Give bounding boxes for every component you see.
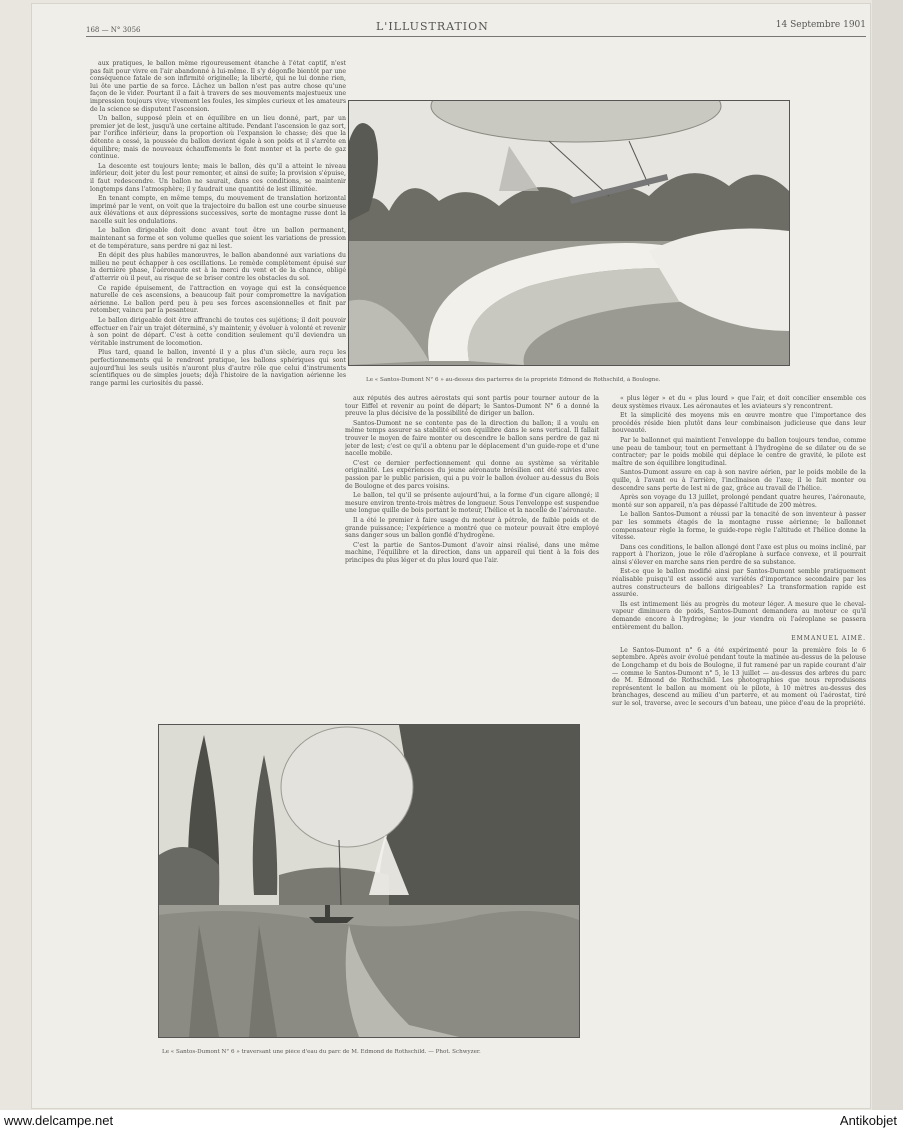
author-signature: EMMANUEL AIMÉ. (791, 635, 866, 643)
paragraph: Est-ce que le ballon modifié ainsi par Santos-Dumont semble pratiquement réalisable puisqu'il est associé aux variétés d'importance secondaire par les autres constructeurs de ballons dirigeables? La transformation rapide est assurée. (612, 568, 866, 599)
footer-seller-text: Antikobjet (839, 1113, 897, 1128)
paragraph: C'est la partie de Santos-Dumont d'avoir ainsi réalisé, dans une même machine, l'équilibre et la direction, dans un appareil qui tient à la fois des principes du plus léger et du plus lourd que l'air. (345, 541, 599, 564)
text-column-middle (345, 395, 599, 715)
watermark-footer (0, 1110, 903, 1131)
paragraph: Le Santos-Dumont n° 6 a été expérimenté pour la première fois le 6 septembre. Après avoir évolué pendant toute la matinée au-dessus de la pelouse de Longchamp et du bois de Boulogne, il fut ramené par un rapide courant d'air — comme le Santos-Dumont n° 5, le 13 juillet — au-dessus des arbres du parc de M. Edmond de Rothschild. Les photographies que nous reproduisons représentent le ballon au moment où le pilote, à 10 mètres au-dessus des branchages, descend au milieu d'un parterre, et au moment où l'aérostat, tiré sur le sol, traverse, avec le secours d'un bateau, une pièce d'eau de la propriété. (612, 646, 866, 707)
page-edge-shadow (872, 0, 903, 1110)
paragraph: « plus léger » et du « plus lourd » que l'air, et doit concilier ensemble ces deux systèmes rivaux. Les aéronautes et les aviateurs s'y rencontrent. (612, 395, 866, 410)
airship-garden-illustration (349, 101, 789, 365)
paragraph: Un ballon, supposé plein et en équilibre en un lieu donné, part, par un premier jet de lest, jusqu'à une certaine altitude. Pendant l'ascension le gaz sort, par l'orifice inférieur, dans la proportion où l'expansion le chasse; dès que la détente a cessé, la poussée du ballon devient égale à son poids et il s'arrête en équilibre; mais de nouveaux échauffements le font monter et la perte de gaz continue. (90, 115, 346, 161)
paragraph: Plus tard, quand le ballon, inventé il y a plus d'un siècle, aura reçu les perfectionnements qui le rendront pratique, les ballons sphériques qui sont aujourd'hui les seuls usités n'auront plus d'autre rôle que celui d'instruments scientifiques ou de simples jouets; déjà l'histoire de la navigation aérienne les range parmi les curiosités du passé. (90, 349, 346, 387)
caption-top-photo: Le « Santos-Dumont N° 6 » au-dessus des parterres de la propriété Edmond de Rothschild, à Boulogne. (366, 377, 661, 383)
paragraph: Après son voyage du 13 juillet, prolongé pendant quatre heures, l'aéronaute, monté sur son appareil, n'a pas dépassé l'altitude de 200 mètres. (612, 494, 866, 509)
page-number: 168 — N° 3056 (86, 26, 141, 34)
paragraph: Le ballon, tel qu'il se présente aujourd'hui, a la forme d'un cigare allongé; il mesure environ trente-trois mètres de longueur. Sous l'enveloppe est suspendue une longue quille de bois portant le moteur, l'hélice et la nacelle de l'aéronaute. (345, 492, 599, 515)
issue-date: 14 Septembre 1901 (775, 20, 866, 30)
paragraph: aux pratiques, le ballon même rigoureusement étanche à l'état captif, n'est pas fait pour vivre en l'air abandonné à lui-même. Il s'y dégonfle bientôt par une conséquence fatale de son infirmité originelle; la liberté, qui ne lui donne rien, lui ôte une partie de sa force. Lâchez un ballon n'est pas autre chose qu'une façon de le vider. Pourtant il a fait à travers de ses mouvements majestueux une impression toujours vive; vivement les foules, les simples curieux et les amateurs de la science se disputent l'ascension. (90, 60, 346, 113)
page-header (86, 18, 866, 36)
paragraph: aux réputés des autres aérostats qui sont partis pour tourner autour de la tour Eiffel et revenir au point de départ; le Santos-Dumont N° 6 a donné la preuve la plus décisive de la possibilité de diriger un ballon. (345, 395, 599, 418)
paragraph: Il a été le premier à faire usage du moteur à pétrole, de faible poids et de grande puissance; l'expérience a montré que ce moteur pouvait être employé sans danger sous un ballon gonflé d'hydrogène. (345, 516, 599, 540)
text-column-right (612, 395, 866, 1055)
paragraph: Le ballon Santos-Dumont a réussi par la tenacité de son inventeur à passer par les sommets étagés de la montagne russe aérienne; le ballonnet compensateur règle la forme, le guide-rope règle l'altitude et l'hélice donne la vitesse. (612, 511, 866, 542)
paragraph: C'est ce dernier perfectionnement qui donne au système sa véritable originalité. Les expériences du jeune aéronaute brésilien ont été suivies avec passion par le public parisien, qui a pu voir le ballon évoluer au-dessus du Bois de Boulogne et des parcs voisins. (345, 459, 599, 490)
footer-site-text[interactable]: www.delcampe.net (4, 1113, 114, 1128)
paragraph: Dans ces conditions, le ballon allongé dont l'axe est plus ou moins incliné, par rapport à l'horizon, joue le rôle d'aéroplane à surface convexe, et il pourrait ainsi s'élever en marche sans rien perdre de sa substance. (612, 543, 866, 566)
header-rule (86, 36, 866, 37)
airship-pond-illustration (159, 725, 579, 1037)
paragraph: Le ballon dirigeable doit donc avant tout être un ballon permanent, maintenant sa forme et son volume quelles que soient les variations de pression et de température, sans perdre ni gaz ni lest. (90, 227, 346, 250)
text-column-left (90, 60, 346, 720)
paragraph: Santos-Dumont assure en cap à son navire aérien, par le poids mobile de la quille, à l'avant ou à l'arrière, l'inclinaison de l'axe; il le fait monter ou descendre sans perte de lest ni de gaz, grâce au travail de l'hélice. (612, 469, 866, 492)
paragraph: Par le ballonnet qui maintient l'enveloppe du ballon toujours tendue, comme une peau de tambour, tout en permettant à l'hydrogène de se dilater ou de se contracter; par le poids mobile qui déplace le centre de gravité, le pilote est maître de son équilibre longitudinal. (612, 436, 866, 467)
paragraph: Et la simplicité des moyens mis en œuvre montre que l'importance des procédés réside bien plutôt dans leur combinaison judicieuse que dans leur nouveauté. (612, 412, 866, 435)
paragraph: En tenant compte, en même temps, du mouvement de translation horizontal imprimé par le vent, on voit que la trajectoire du ballon est une courbe sinueuse aux élévations et aux dépressions successives, sorte de montagne russe dont la nacelle suit les ondulations. (90, 195, 346, 225)
paragraph: Le ballon dirigeable doit être affranchi de toutes ces sujétions; il doit pouvoir effectuer en l'air un trajet déterminé, s'y maintenir, y évoluer à volonté et revenir à son point de départ. C'est à cette condition seulement qu'il deviendra un véritable instrument de locomotion. (90, 317, 346, 347)
masthead: L'ILLUSTRATION (376, 20, 489, 33)
photo-airship-over-garden (348, 100, 790, 366)
caption-bottom-photo: Le « Santos-Dumont N° 6 » traversant une pièce d'eau du parc de M. Edmond de Rothschild. — Phot. Schwyzer. (162, 1049, 481, 1055)
paragraph: Ce rapide épuisement, de l'attraction en voyage qui est la conséquence naturelle de ces ascensions, a beaucoup fait pour compromettre la navigation aérienne. Le ballon perd peu à peu ses forces ascensionnelles et finit par retomber, vaincu par la pesanteur. (90, 284, 346, 315)
paragraph: La descente est toujours lente; mais le ballon, dès qu'il a atteint le niveau inférieur, doit jeter du lest pour remonter, et ainsi de suite; la provision s'épuise, il faut redescendre. Un ballon ne saurait, dans ces conditions, se maintenir longtemps dans l'atmosphère; il y faudrait une quantité de lest illimitée. (90, 162, 346, 193)
photo-airship-over-pond (158, 724, 580, 1038)
paragraph: Ils est intimement liés au progrès du moteur léger. A mesure que le cheval-vapeur diminuera de poids, Santos-Dumont demandera au moteur ce qu'il demande encore à l'hydrogène; le jour viendra où l'aéroplane se passera entièrement du ballon. (612, 600, 866, 631)
paragraph: En dépit des plus habiles manœuvres, le ballon abandonné aux variations du milieu ne peut échapper à ces oscillations. Le remède complètement épuisé sur la dernière phase, l'aéronaute est à la merci du vent et de la chance, obligé d'atterrir où il peut, au risque de se briser contre les obstacles du sol. (90, 252, 346, 283)
paragraph: Santos-Dumont ne se contente pas de la direction du ballon; il a voulu en même temps assurer sa stabilité et son équilibre dans le sens vertical. Il fallait trouver le moyen de faire monter ou descendre le ballon sans perdre de gaz ni jeter de lest; c'est ce qu'il a obtenu par le déplacement d'un guide-rope et d'une nacelle mobile. (345, 419, 599, 458)
